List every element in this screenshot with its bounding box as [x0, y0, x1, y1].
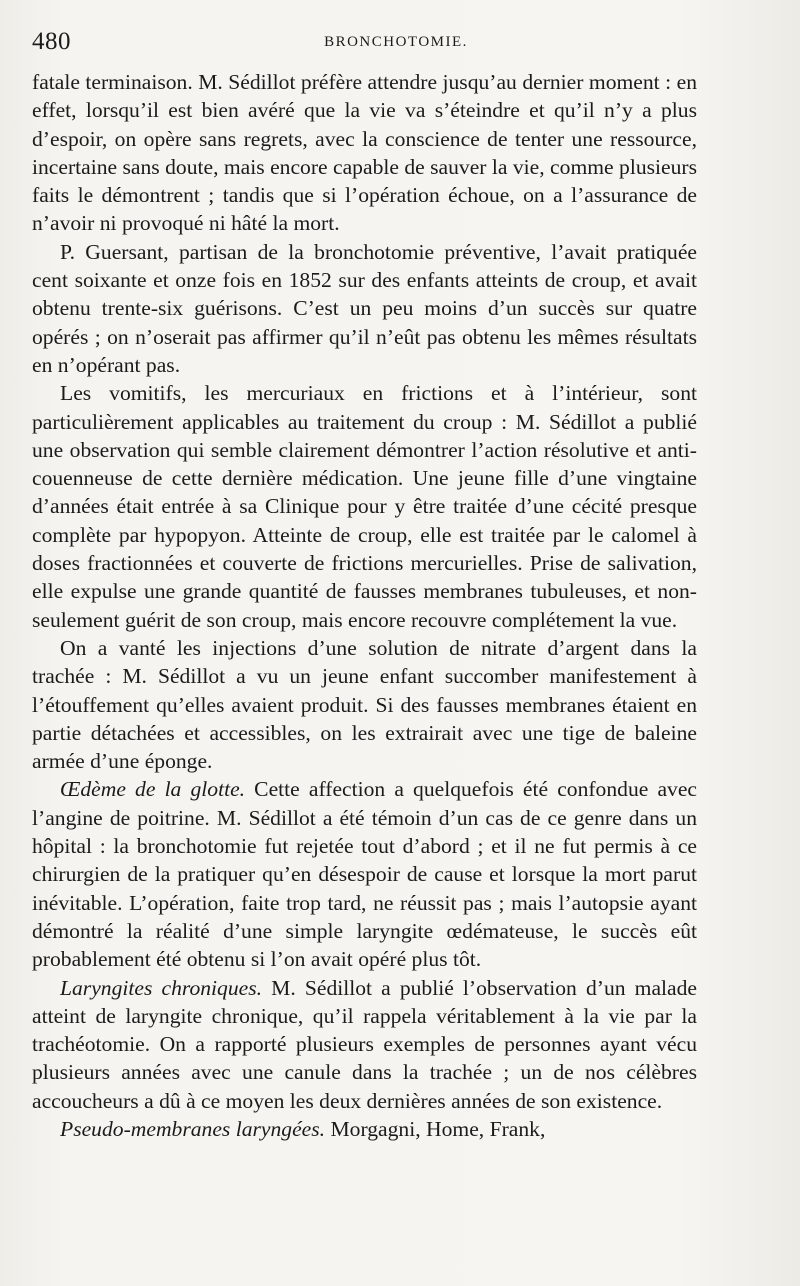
paragraph-text: P. Guersant, partisan de la bronchotomie préventive, l’avait pratiquée cent soixante et onze fois en 1852 sur des enfants atteints de croup, et avait obtenu trente-six guérisons. C’est un peu moins d’un succès sur quatre opérés ; on n’oserait pas affirmer qu’il n’eût pas obtenu les mêmes résultats en n’opérant pas. [32, 239, 697, 377]
section-lead-pseudo-membranes: Pseudo-membranes laryngées. [60, 1116, 326, 1141]
paragraph-text: On a vanté les injections d’une solution de nitrate d’argent dans la trachée : M. Sédillot a vu un jeune enfant succomber manifestement à l’étouffement qu’elles avaient produit. Si des fausses membranes étaient en partie détachées et accessibles, on les extrairait avec une tige de baleine armée d’une éponge. [32, 635, 697, 774]
paragraph-injections [32, 634, 697, 775]
running-title: BRONCHOTOMIE. [324, 34, 468, 50]
paragraph-pseudo-membranes [32, 1115, 697, 1143]
paragraph-oedeme-glotte [32, 775, 697, 973]
body-text [32, 68, 697, 1143]
page-number: 480 [32, 28, 71, 55]
paragraph-text: Morgagni, Home, Frank, [325, 1116, 546, 1141]
section-lead-laryngites: Laryngites chroniques. [60, 975, 263, 1000]
running-head [32, 28, 760, 64]
paragraph-text: fatale terminaison. M. Sédillot préfère attendre jusqu’au dernier moment : en effet, lorsqu’il est bien avéré que la vie va s’éteindre et qu’il n’y a plus d’espoir, on opère sans regrets, avec la conscience de tenter une ressource, incertaine sans doute, mais encore capable de sauver la vie, comme plusieurs faits le démontrent ; tandis que si l’opération échoue, on a l’assurance de n’avoir ni provoqué ni hâté la mort. [32, 70, 697, 236]
paragraph-text: M. Sédillot a publié l’observation d’un malade atteint de laryngite chronique, qu’il rappela véritablement à la vie par la trachéotomie. On a rapporté plusieurs exemples de personnes ayant vécu plusieurs années avec une canule dans la trachée ; un de nos célèbres accoucheurs a dû à ce moyen les deux dernières années de son existence. [32, 975, 697, 1113]
paragraph-text: Les vomitifs, les mercuriaux en frictions et à l’intérieur, sont particulièrement applicables au traitement du croup : M. Sédillot a publié une observation qui semble clairement démontrer l’action résolutive et anti-couenneuse de cette dernière médication. Une jeune fille d’une vingtaine d’années était entrée à sa Clinique pour y être traitée d’une cécité presque complète par hypopyon. Atteinte de croup, elle est traitée par le calomel à doses fractionnées et couverte de frictions mercurielles. Prise de salivation, elle expulse une grande quantité de fausses membranes tubuleuses, et non-seulement guérit de son croup, mais encore recouvre complétement la vue. [32, 381, 697, 632]
paragraph-vomitifs [32, 379, 697, 634]
paragraph-guersant [32, 238, 697, 379]
paragraph-continuation [32, 68, 697, 238]
paragraph-laryngites-chroniques [32, 974, 697, 1115]
section-lead-oedeme: Œdème de la glotte. [60, 777, 246, 802]
paragraph-text: Cette affection a quelquefois été confondue avec l’angine de poitrine. M. Sédillot a été témoin d’un cas de ce genre dans un hôpital : la bronchotomie fut rejetée tout d’abord ; et il ne fut permis à ce chirurgien de la pratiquer qu’en désespoir de cause et lorsque la mort parut inévitable. L’opération, faite trop tard, ne réussit pas ; mais l’autopsie ayant démontré la réalité d’une simple laryngite œdémateuse, le succès eût probablement été obtenu si l’on avait opéré plus tôt. [32, 777, 698, 972]
